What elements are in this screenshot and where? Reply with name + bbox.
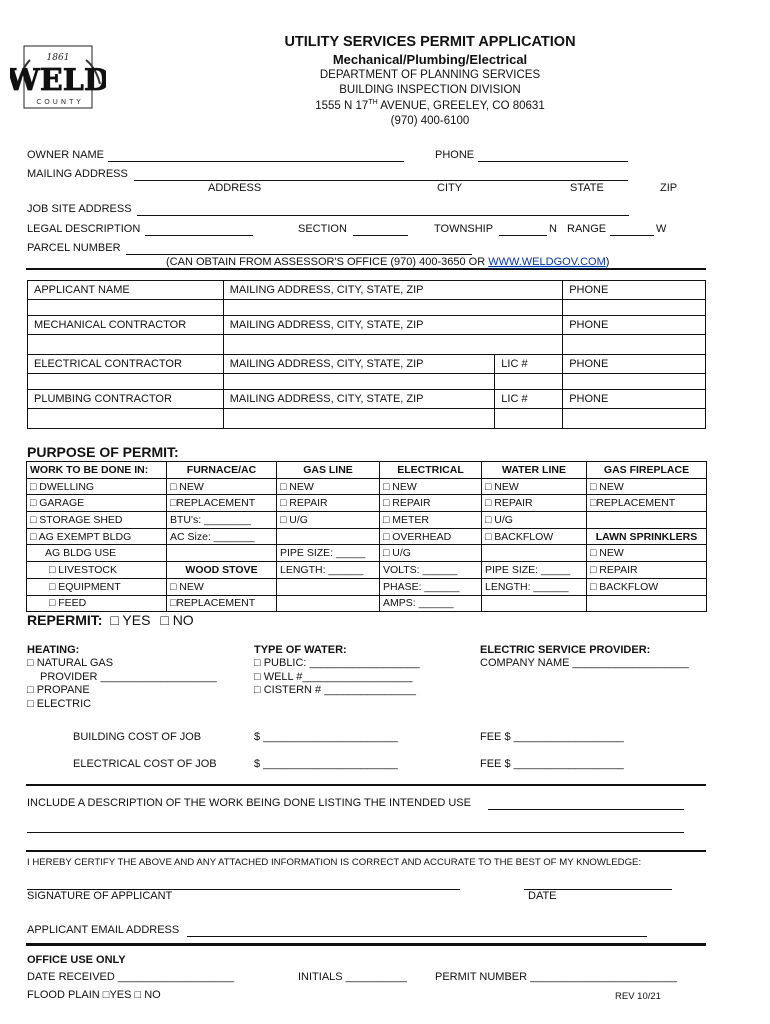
- description-field-line-1[interactable]: [488, 809, 684, 810]
- assessor-post: ): [605, 256, 610, 268]
- empty-cell: [277, 578, 380, 595]
- empty-cell: [167, 545, 277, 562]
- empty-cell: [482, 595, 587, 612]
- water-pipe-size-field[interactable]: PIPE SIZE: _____: [482, 562, 587, 579]
- ag-bldg-use-label: AG BLDG USE: [27, 545, 167, 562]
- volts-field[interactable]: VOLTS: ______: [380, 562, 482, 579]
- heating-propane-checkbox[interactable]: □ PROPANE: [27, 684, 90, 696]
- building-fee-field[interactable]: FEE $ __________________: [480, 731, 624, 743]
- divider: [26, 784, 706, 786]
- heating-natural-gas-checkbox[interactable]: □ NATURAL GAS: [27, 657, 114, 669]
- contact-name: PLUMBING CONTRACTOR: [28, 390, 224, 409]
- checkbox-fireplace-new[interactable]: □ NEW: [587, 478, 707, 495]
- office-phone: (970) 400-6100: [390, 115, 470, 127]
- contact-lic: LIC #: [495, 355, 563, 374]
- purpose-row: [27, 545, 707, 562]
- signature-label: SIGNATURE OF APPLICANT: [27, 890, 173, 902]
- sub-zip-label: ZIP: [660, 182, 678, 194]
- electric-provider-label: ELECTRIC SERVICE PROVIDER:: [480, 644, 651, 656]
- checkbox-water-new[interactable]: □ NEW: [482, 478, 587, 495]
- contact-address: MAILING ADDRESS, CITY, STATE, ZIP: [223, 390, 495, 409]
- contact-name: ELECTRICAL CONTRACTOR: [28, 355, 224, 374]
- contact-phone: PHONE: [563, 390, 706, 409]
- contact-row-applicant: [28, 281, 706, 300]
- owner-name-field[interactable]: [108, 161, 404, 162]
- address-pre: 1555 N 17: [315, 99, 369, 112]
- checkbox-stove-replacement[interactable]: □REPLACEMENT: [167, 595, 277, 612]
- water-cistern-checkbox[interactable]: □ CISTERN # _______________: [254, 684, 416, 696]
- checkbox-garage[interactable]: □ GARAGE: [27, 495, 167, 512]
- header-electrical: ELECTRICAL: [380, 462, 482, 479]
- checkbox-sprinkler-repair[interactable]: □ REPAIR: [587, 562, 707, 579]
- checkbox-gas-ug[interactable]: □ U/G: [277, 512, 380, 529]
- contact-phone: PHONE: [563, 316, 706, 335]
- weldgov-link[interactable]: WWW.WELDGOV.COM: [488, 256, 606, 268]
- checkbox-gas-repair[interactable]: □ REPAIR: [277, 495, 380, 512]
- purpose-row: [27, 595, 707, 612]
- township-n: N: [549, 223, 557, 235]
- purpose-heading: PURPOSE OF PERMIT:: [27, 444, 179, 460]
- form-title: UTILITY SERVICES PERMIT APPLICATION: [284, 34, 576, 50]
- contacts-table: [27, 280, 706, 429]
- building-cost-label: BUILDING COST OF JOB: [73, 731, 202, 743]
- checkbox-ag-exempt[interactable]: □ AG EXEMPT BLDG: [27, 528, 167, 545]
- checkbox-feed[interactable]: □ FEED: [27, 595, 167, 612]
- range-w: W: [656, 223, 667, 235]
- office-address: [0, 99, 770, 112]
- assessor-pre: (CAN OBTAIN FROM ASSESSOR'S OFFICE (970) 400-3650 OR: [166, 256, 489, 268]
- divider: [26, 943, 706, 946]
- legal-description-label: LEGAL DESCRIPTION: [27, 223, 141, 235]
- checkbox-electrical-new[interactable]: □ NEW: [380, 478, 482, 495]
- range-label: RANGE: [567, 223, 607, 235]
- ac-size-field[interactable]: AC Size: _______: [167, 528, 277, 545]
- section-field[interactable]: [353, 235, 408, 236]
- sub-address-label: ADDRESS: [208, 182, 262, 194]
- divider: [26, 268, 706, 270]
- permit-number-field[interactable]: PERMIT NUMBER ________________________: [435, 971, 677, 983]
- mailing-address-field[interactable]: [134, 180, 628, 181]
- mailing-address-label: MAILING ADDRESS: [27, 168, 128, 180]
- owner-name-label: OWNER NAME: [27, 149, 104, 161]
- contact-name: APPLICANT NAME: [28, 281, 224, 300]
- empty-cell: [277, 528, 380, 545]
- purpose-row: [27, 578, 707, 595]
- contact-lic: LIC #: [495, 390, 563, 409]
- checkbox-water-ug[interactable]: □ U/G: [482, 512, 587, 529]
- contact-address: MAILING ADDRESS, CITY, STATE, ZIP: [223, 355, 495, 374]
- heating-label: HEATING:: [27, 644, 80, 656]
- section-label: SECTION: [298, 223, 347, 235]
- purpose-row: [27, 528, 707, 545]
- checkbox-furnace-replacement[interactable]: □REPLACEMENT: [167, 495, 277, 512]
- checkbox-water-backflow[interactable]: □ BACKFLOW: [482, 528, 587, 545]
- header-furnace: FURNACE/AC: [167, 462, 277, 479]
- purpose-row: [27, 562, 707, 579]
- checkbox-furnace-new[interactable]: □ NEW: [167, 478, 277, 495]
- purpose-table: [26, 461, 707, 612]
- checkbox-equipment[interactable]: □ EQUIPMENT: [27, 578, 167, 595]
- checkbox-livestock[interactable]: □ LIVESTOCK: [27, 562, 167, 579]
- checkbox-electrical-ug[interactable]: □ U/G: [380, 545, 482, 562]
- date-label: DATE: [528, 890, 557, 902]
- certify-statement: I HEREBY CERTIFY THE ABOVE AND ANY ATTACHED INFORMATION IS CORRECT AND ACCURATE TO THE BEST OF MY KNOWLEDGE:: [27, 857, 642, 868]
- purpose-row: [27, 478, 707, 495]
- checkbox-stove-new[interactable]: □ NEW: [167, 578, 277, 595]
- township-field[interactable]: [499, 235, 547, 236]
- form-subtitle: Mechanical/Plumbing/Electrical: [332, 52, 528, 67]
- btu-field[interactable]: BTU's: ________: [167, 512, 277, 529]
- checkbox-meter[interactable]: □ METER: [380, 512, 482, 529]
- job-site-label: JOB SITE ADDRESS: [27, 203, 132, 215]
- checkbox-fireplace-replacement[interactable]: □REPLACEMENT: [587, 495, 707, 512]
- email-label: APPLICANT EMAIL ADDRESS: [27, 924, 180, 936]
- water-well-checkbox[interactable]: □ WELL #__________________: [254, 671, 413, 683]
- checkbox-storage-shed[interactable]: □ STORAGE SHED: [27, 512, 167, 529]
- header-water-line: WATER LINE: [482, 462, 587, 479]
- contact-name: MECHANICAL CONTRACTOR: [28, 316, 224, 335]
- gas-length-field[interactable]: LENGTH: ______: [277, 562, 380, 579]
- repermit-yes-checkbox[interactable]: □ YES: [110, 612, 151, 628]
- contact-input-row[interactable]: [28, 374, 706, 390]
- contact-address: MAILING ADDRESS, CITY, STATE, ZIP: [223, 316, 562, 335]
- checkbox-dwelling[interactable]: □ DWELLING: [27, 478, 167, 495]
- repermit-line: [27, 612, 194, 628]
- date-received-field[interactable]: DATE RECEIVED ___________________: [27, 971, 235, 983]
- email-field[interactable]: [187, 936, 647, 937]
- contact-input-row[interactable]: [28, 409, 706, 429]
- phone-field[interactable]: [478, 161, 628, 162]
- department-name: DEPARTMENT OF PLANNING SERVICES: [319, 69, 541, 81]
- water-public-checkbox[interactable]: □ PUBLIC: __________________: [254, 657, 420, 669]
- contact-input-row[interactable]: [28, 300, 706, 316]
- parcel-number-field[interactable]: [126, 254, 472, 255]
- purpose-row: [27, 512, 707, 529]
- header-gas-fireplace: GAS FIREPLACE: [587, 462, 707, 479]
- contact-address: MAILING ADDRESS, CITY, STATE, ZIP: [223, 281, 562, 300]
- contact-phone: PHONE: [563, 281, 706, 300]
- township-label: TOWNSHIP: [434, 223, 494, 235]
- checkbox-gas-new[interactable]: □ NEW: [277, 478, 380, 495]
- job-site-field[interactable]: [137, 215, 629, 216]
- checkbox-water-repair[interactable]: □ REPAIR: [482, 495, 587, 512]
- contact-phone: PHONE: [563, 355, 706, 374]
- phase-field[interactable]: PHASE: ______: [380, 578, 482, 595]
- purpose-header-row: [27, 462, 707, 479]
- logo-text: WELD: [10, 63, 106, 98]
- legal-description-field[interactable]: [145, 235, 253, 236]
- company-name-field[interactable]: COMPANY NAME ___________________: [480, 657, 689, 669]
- logo-county: COUNTY: [36, 98, 84, 106]
- sub-state-label: STATE: [570, 182, 604, 194]
- flood-plain-checkboxes[interactable]: FLOOD PLAIN □YES □ NO: [27, 989, 161, 1001]
- electrical-fee-field[interactable]: FEE $ __________________: [480, 758, 624, 770]
- electrical-cost-label: ELECTRICAL COST OF JOB: [73, 758, 217, 770]
- contact-input-row[interactable]: [28, 335, 706, 355]
- checkbox-electrical-repair[interactable]: □ REPAIR: [380, 495, 482, 512]
- empty-cell: [277, 595, 380, 612]
- contact-row-mechanical: [28, 316, 706, 335]
- address-post: AVENUE, GREELEY, CO 80631: [377, 99, 545, 112]
- phone-label: PHONE: [435, 149, 475, 161]
- description-label: INCLUDE A DESCRIPTION OF THE WORK BEING DONE LISTING THE INTENDED USE: [27, 797, 471, 809]
- water-type-label: TYPE OF WATER:: [254, 644, 347, 656]
- electrical-cost-field[interactable]: $ ______________________: [254, 758, 398, 770]
- checkbox-overhead[interactable]: □ OVERHEAD: [380, 528, 482, 545]
- repermit-label: REPERMIT:: [27, 612, 103, 628]
- checkbox-sprinkler-new[interactable]: □ NEW: [587, 545, 707, 562]
- wood-stove-heading: WOOD STOVE: [167, 562, 277, 579]
- empty-cell: [587, 512, 707, 529]
- revision-label: REV 10/21: [615, 991, 661, 1002]
- heating-provider-field[interactable]: PROVIDER ___________________: [40, 671, 217, 683]
- lawn-sprinklers-heading: LAWN SPRINKLERS: [587, 528, 707, 545]
- repermit-no-checkbox[interactable]: □ NO: [160, 612, 194, 628]
- checkbox-sprinkler-backflow[interactable]: □ BACKFLOW: [587, 578, 707, 595]
- building-cost-field[interactable]: $ ______________________: [254, 731, 398, 743]
- parcel-number-label: PARCEL NUMBER: [27, 242, 121, 254]
- gas-pipe-size-field[interactable]: PIPE SIZE: _____: [277, 545, 380, 562]
- header-work: WORK TO BE DONE IN:: [27, 462, 167, 479]
- empty-cell: [587, 595, 707, 612]
- sub-city-label: CITY: [437, 182, 463, 194]
- logo-year: 1861: [46, 53, 70, 63]
- header-gas-line: GAS LINE: [277, 462, 380, 479]
- assessor-note: [166, 256, 609, 268]
- heating-electric-checkbox[interactable]: □ ELECTRIC: [27, 698, 92, 710]
- address-sup: TH: [368, 99, 378, 106]
- initials-field[interactable]: INITIALS __________: [298, 971, 407, 983]
- purpose-row: [27, 495, 707, 512]
- empty-cell: [482, 545, 587, 562]
- office-use-heading: OFFICE USE ONLY: [27, 954, 126, 966]
- contact-row-plumbing: [28, 390, 706, 409]
- divider: [26, 850, 706, 852]
- range-field[interactable]: [610, 235, 654, 236]
- amps-field[interactable]: AMPS: ______: [380, 595, 482, 612]
- division-name: BUILDING INSPECTION DIVISION: [339, 84, 521, 96]
- contact-row-electrical: [28, 355, 706, 374]
- description-field-line-2[interactable]: [27, 832, 684, 833]
- water-length-field[interactable]: LENGTH: ______: [482, 578, 587, 595]
